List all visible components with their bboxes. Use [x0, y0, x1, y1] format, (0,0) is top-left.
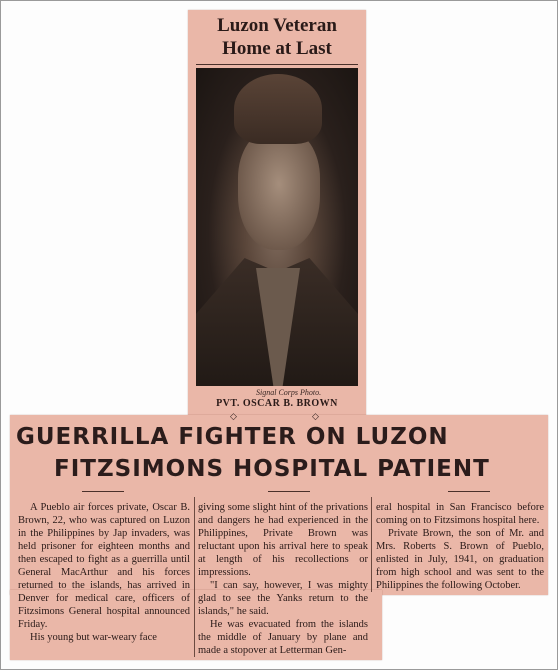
- paragraph: giving some slight hint of the privations and dangers he had experienced in the Philippines, Private Brown was reluctant upon his arrival here to speak at length of his recollections or impressions.: [198, 502, 368, 578]
- paragraph: A Pueblo air forces private, Oscar B. Brown, 22, who was captured on Luzon in the Philippines by Jap invaders, was held prisoner for eighteen months and then escaped to fight as a guerrilla until General MacArthur and his forces returned to the islands, has arrived in Denver for medical care, officers of Fitzsimons General hospital announced Friday.: [18, 502, 190, 630]
- paragraph: "I can say, however, I was mighty glad to see the Yanks return to the islands," he said.: [198, 580, 368, 617]
- rule: [196, 64, 358, 65]
- column-divider: [194, 497, 195, 657]
- paragraph: His young but war-weary face: [30, 632, 157, 643]
- rule: [448, 491, 490, 492]
- article-column-2: [198, 501, 368, 657]
- diamond-ornament: ◇: [230, 411, 237, 421]
- photo-face: [238, 130, 320, 250]
- column-divider: [371, 497, 372, 592]
- photo-cap: [234, 74, 322, 144]
- small-headline: Luzon Veteran Home at Last: [217, 15, 337, 59]
- diamond-ornament: ◇: [312, 411, 319, 421]
- paragraph: eral hospital in San Francisco before coming on to Fitzsimons hospital here.: [376, 502, 544, 526]
- photo-credit: Signal Corps Photo.: [256, 388, 322, 397]
- article-column-1: [18, 501, 190, 644]
- photo-caption: PVT. OSCAR B. BROWN: [216, 398, 338, 409]
- paragraph: He was evacuated from the islands the middle of January by plane and made a stopover at Letterman Gen-: [198, 619, 368, 656]
- main-headline-line2: FITZSIMONS HOSPITAL PATIENT: [54, 456, 490, 482]
- article-column-3: [376, 501, 544, 592]
- paragraph: Private Brown, the son of Mr. and Mrs. Roberts S. Brown of Pueblo, enlisted in July, 1941, on graduation from high school and was sent to the Philippines the following October.: [376, 528, 544, 591]
- portrait-photo: [196, 68, 358, 386]
- rule: [82, 491, 124, 492]
- rule: [268, 491, 310, 492]
- main-headline-line1: GUERRILLA FIGHTER ON LUZON: [16, 424, 449, 450]
